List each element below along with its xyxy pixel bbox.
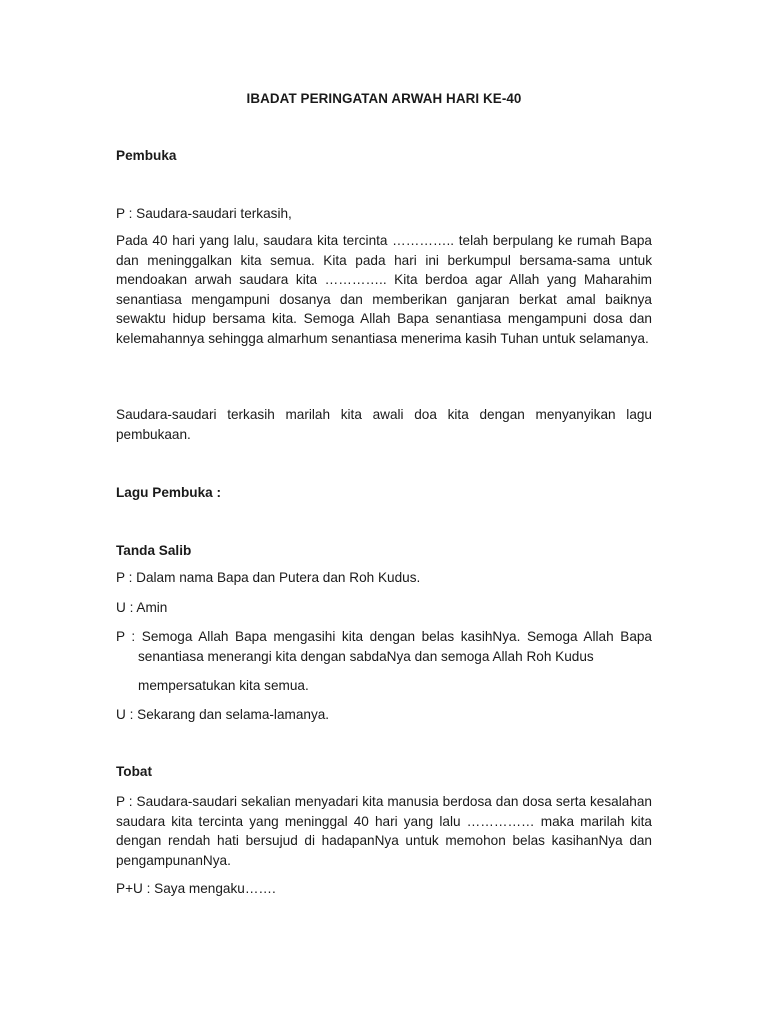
tobat-line-2: P+U : Saya mengaku……. [116, 881, 276, 896]
tanda-salib-line-3: P : Semoga Allah Bapa mengasihi kita dengan belas kasihNya. Semoga Allah Bapa senantiasa menerangi kita dengan sabdaNya dan semoga Allah Roh Kudus [116, 629, 652, 664]
document-page [116, 0, 652, 1024]
heading-tobat: Tobat [116, 764, 152, 779]
heading-pembuka: Pembuka [116, 148, 177, 163]
pembuka-paragraph-2: Saudara-saudari terkasih marilah kita awali doa kita dengan menyanyikan lagu pembukaan. [116, 407, 652, 442]
tobat-line-1: P : Saudara-saudari sekalian menyadari kita manusia berdosa dan dosa serta kesalahan saudara kita tercinta yang meninggal 40 hari yang lalu …………… maka marilah kita dengan rendah hati bersujud di hadapanNya untuk memohon belas kasihanNya dan pengampunanNya. [116, 794, 652, 868]
heading-lagu-pembuka: Lagu Pembuka : [116, 485, 221, 500]
greeting-line: P : Saudara-saudari terkasih, [116, 206, 292, 221]
tanda-salib-line-1: P : Dalam nama Bapa dan Putera dan Roh Kudus. [116, 570, 421, 585]
heading-tanda-salib: Tanda Salib [116, 543, 192, 558]
pembuka-paragraph-1: Pada 40 hari yang lalu, saudara kita tercinta ………….. telah berpulang ke rumah Bapa dan meninggalkan kita semua. Kita pada hari ini berkumpul bersama-sama untuk mendoakan arwah saudara kita ………….. Kita berdoa agar Allah yang Maharahim senantiasa mengampuni dosanya dan memberikan ganjaran berkat amal baiknya sewaktu hidup bersama kita. Semoga Allah Bapa senantiasa mengampuni dosa dan kelemahannya sehingga almarhum senantiasa menerima kasih Tuhan untuk selamanya. [116, 233, 652, 346]
tanda-salib-line-3-continued: mempersatukan kita semua. [138, 678, 309, 693]
document-title: IBADAT PERINGATAN ARWAH HARI KE-40 [246, 91, 522, 106]
tanda-salib-line-4: U : Sekarang dan selama-lamanya. [116, 707, 330, 722]
tanda-salib-line-2: U : Amin [116, 600, 168, 615]
